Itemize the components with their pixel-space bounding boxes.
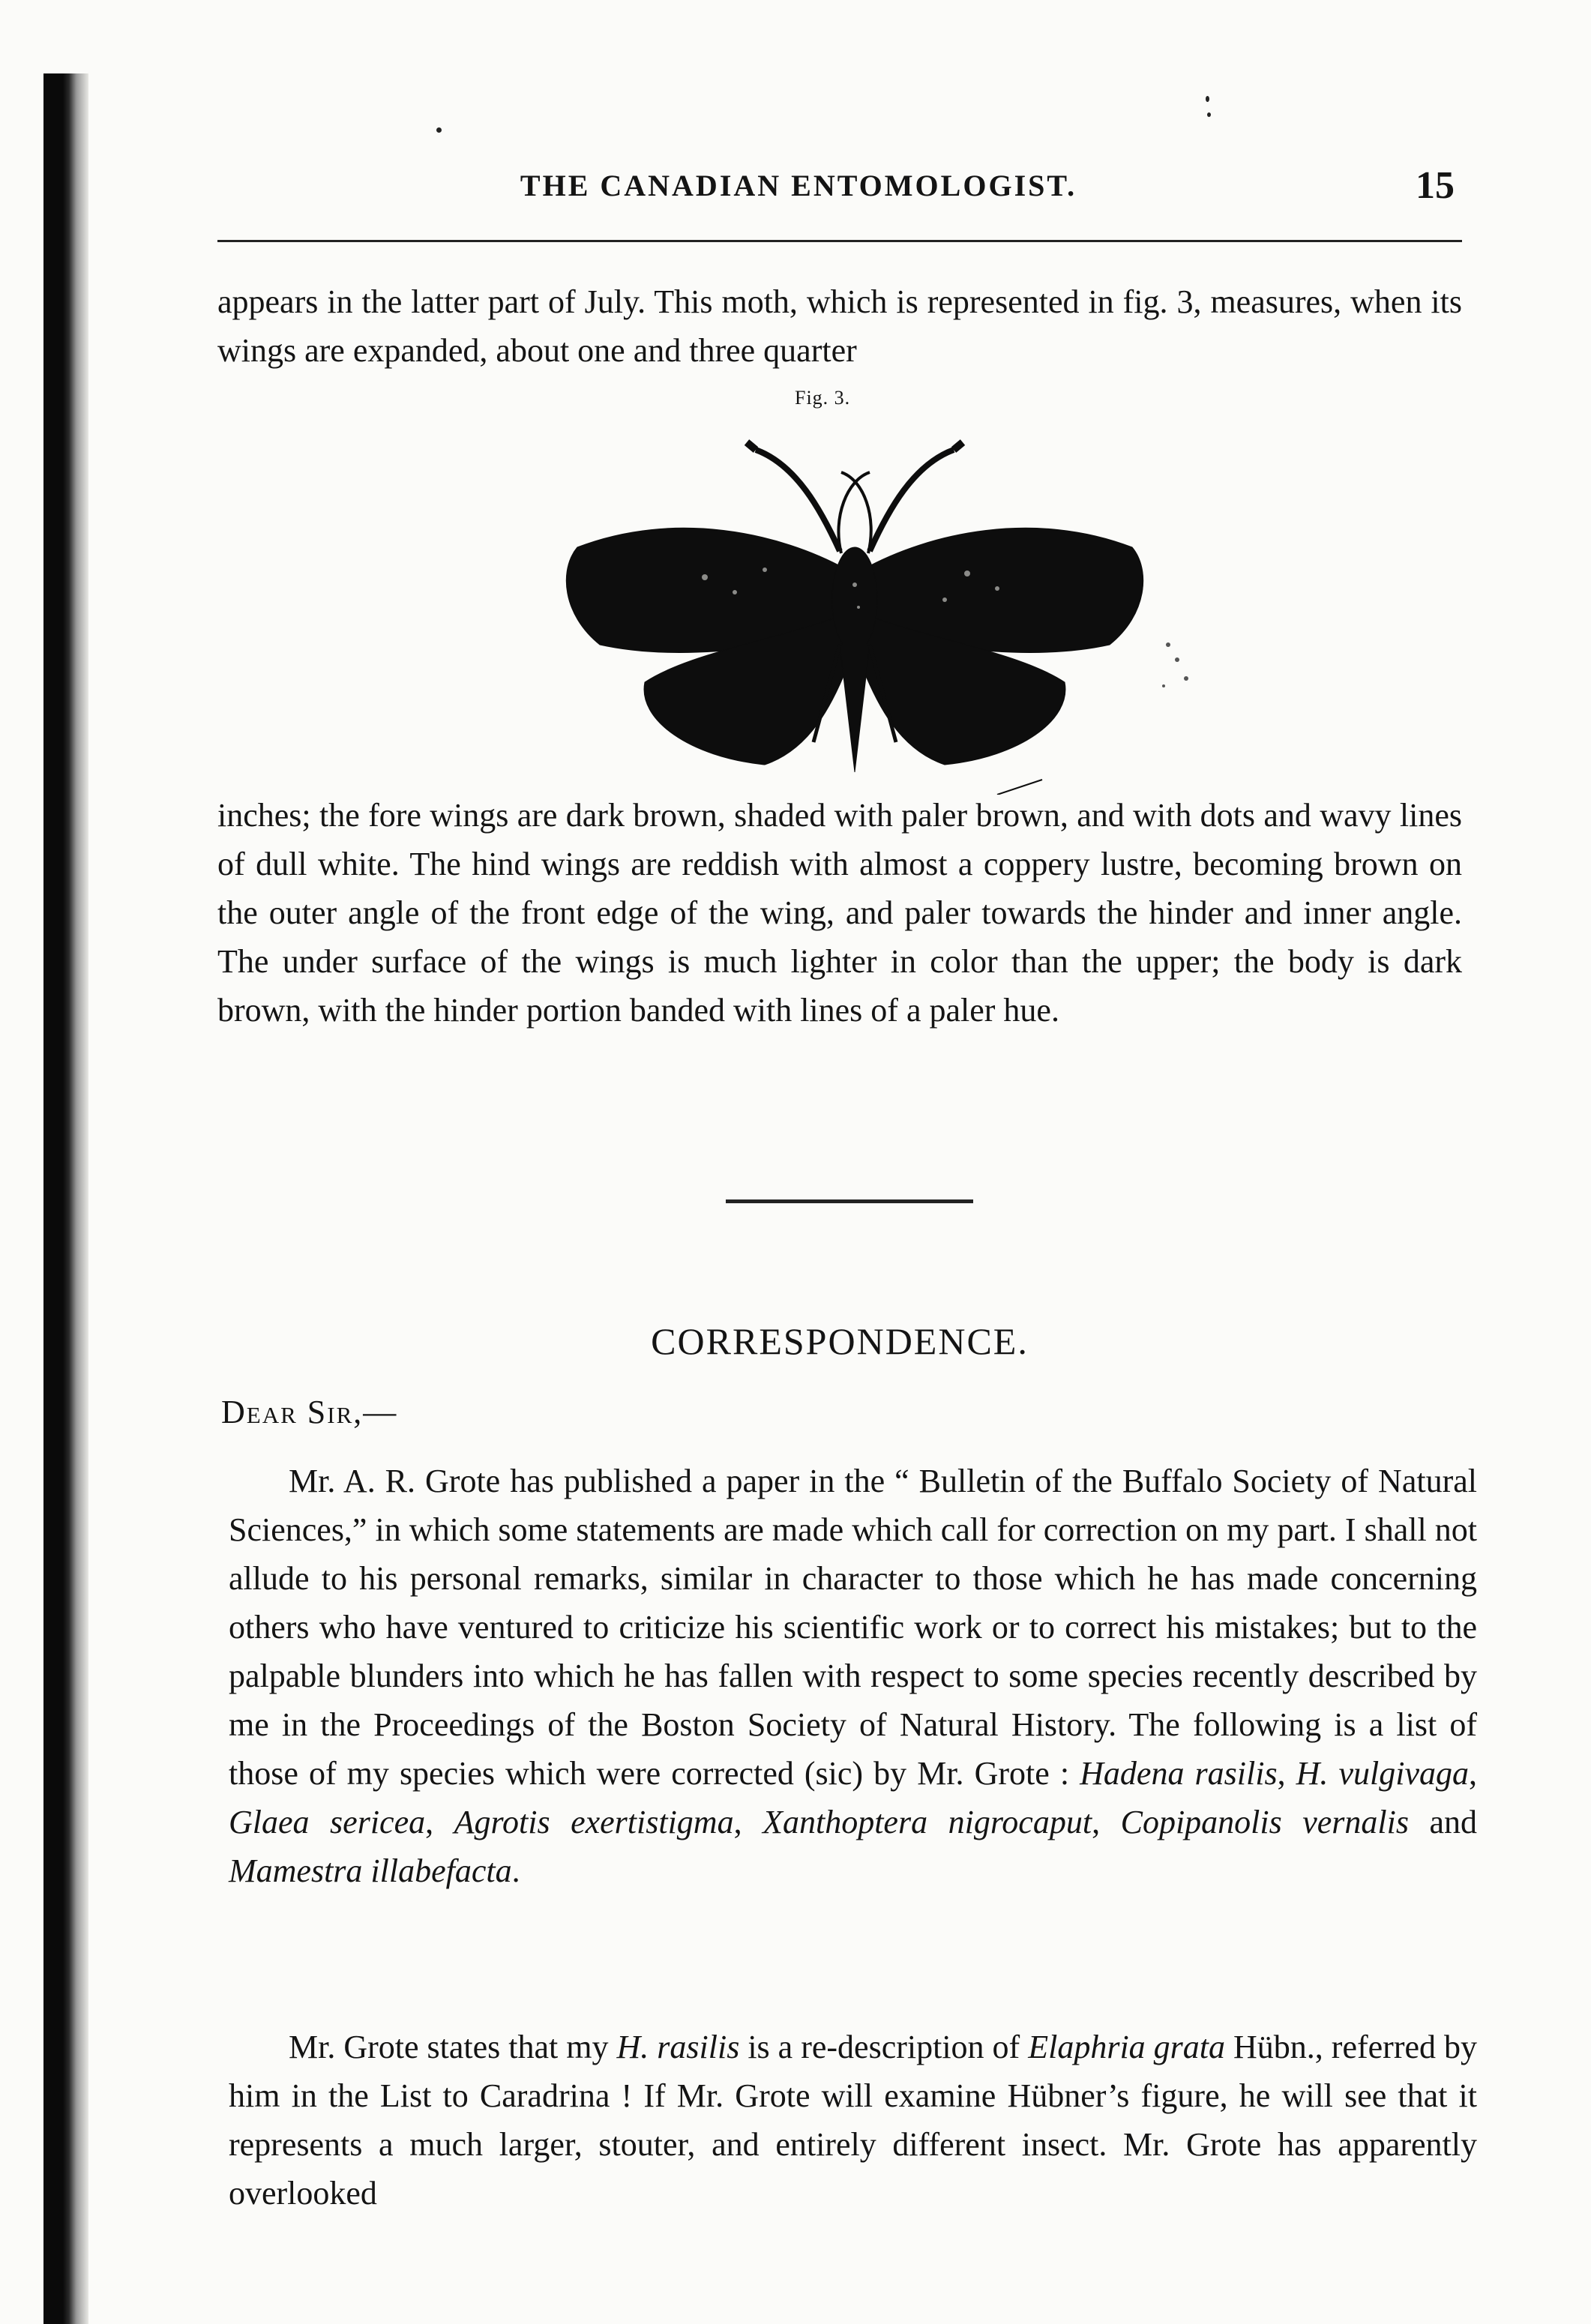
moth-illustration (517, 420, 1192, 795)
letter-salutation: Dear Sir,— (221, 1394, 398, 1430)
print-speck (1207, 112, 1211, 117)
section-divider (726, 1199, 973, 1203)
paragraph-text: Mr. Grote states that my (289, 2029, 617, 2065)
figure-label: Fig. 3. (795, 387, 851, 409)
header-rule (217, 240, 1462, 242)
article-paragraph: inches; the fore wings are dark brown, shaded with paler brown, and with dots and wavy lines of dull white. The hind wings are reddish with almost a coppery lustre, becoming brown on the outer angle of the front edge of the wing, and paler towards the hinder and inner angle. The under surface of the wings is much lighter in color than the upper; the body is dark brown, with the hinder portion banded with lines of a paler hue. (217, 797, 1462, 1029)
print-speck (1206, 96, 1209, 102)
letter-paragraph (229, 1457, 1477, 1895)
species-name: Copipanolis vernalis (1120, 1804, 1409, 1840)
separator: , (733, 1804, 763, 1840)
section-heading: CORRESPONDENCE. (651, 1320, 1029, 1362)
print-speck (436, 127, 442, 133)
paragraph-end: . (511, 1852, 520, 1889)
paragraph-text: Mr. A. R. Grote has published a paper in the “ Bulletin of the Buffalo Society of Natural Sciences,” in which some statements are made which call for correction on my part. I shall not allude to his personal remarks, similar in character to those which he has made concerning others who have ventured to criticize his scientific work or to correct his mistakes; but to the palpable blunders into which he has fallen with respect to some species recently described by me in the Proceedings of the Boston Society of Natural History. The following is a list of those of my species which were corrected (sic) by Mr. Grote : (229, 1463, 1477, 1792)
species-name: H. rasilis (616, 2029, 740, 2065)
running-title: THE CANADIAN ENTOMOLOGIST. (520, 169, 1077, 202)
separator: , (1092, 1804, 1121, 1840)
separator: , (425, 1804, 454, 1840)
separator: , (1469, 1755, 1477, 1792)
species-name: H. vulgivaga (1296, 1755, 1469, 1792)
species-name: Xanthoptera nigrocaput (763, 1804, 1092, 1840)
separator: and (1409, 1804, 1478, 1840)
page-header (217, 163, 1462, 208)
letter-paragraph (229, 2023, 1477, 2218)
species-name: Glaea sericea (229, 1804, 426, 1840)
paragraph-text: Hübn., referred by him in the List to Caradrina ! If Mr. Grote will examine Hübner’s figure, he will see that it represents a much larger, stouter, and entirely different insect. Mr. Grote has apparently overlooked (229, 2029, 1478, 2212)
page-number: 15 (1416, 164, 1455, 207)
article-paragraph: appears in the latter part of July. This moth, which is represented in fig. 3, measures, when its wings are expanded, about one and three quarter (217, 283, 1462, 369)
book-binding-edge (43, 73, 88, 2324)
species-name: Agrotis exertistigma (454, 1804, 734, 1840)
species-name: Elaphria grata (1028, 2029, 1226, 2065)
paragraph-text: is a re-description of (739, 2029, 1029, 2065)
species-name: Hadena rasilis (1080, 1755, 1278, 1792)
separator: , (1277, 1755, 1296, 1792)
species-name: Mamestra illabefacta (229, 1852, 512, 1889)
